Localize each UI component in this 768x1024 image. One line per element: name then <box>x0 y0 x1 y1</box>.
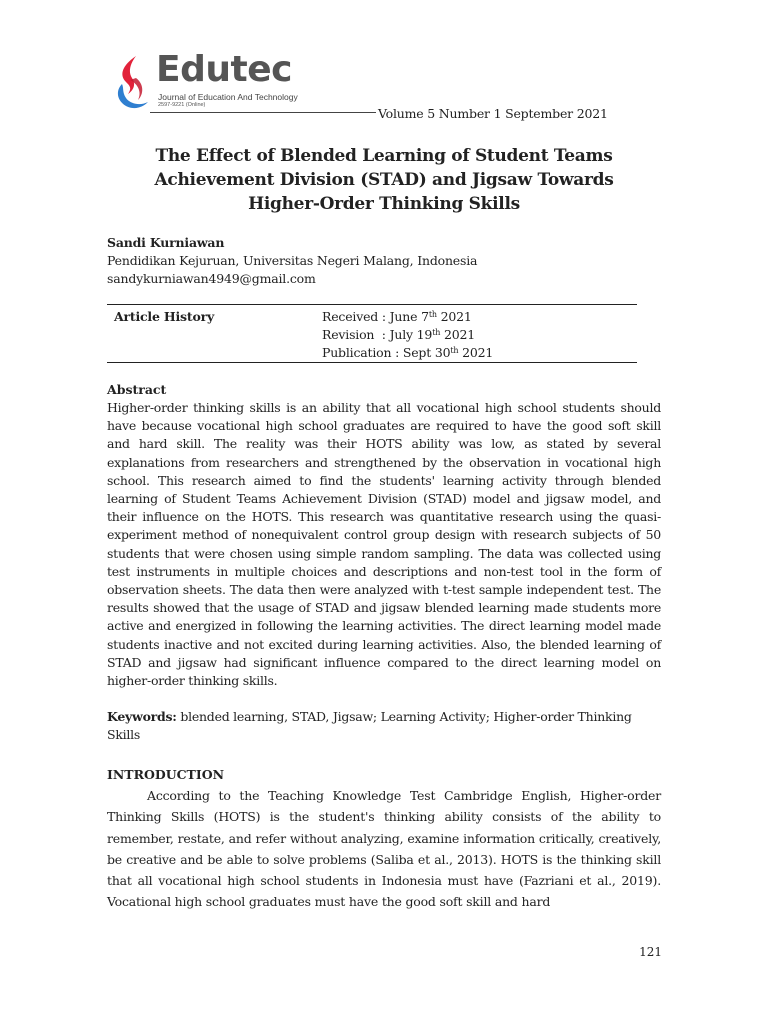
author-name: Sandi Kurniawan <box>107 235 225 250</box>
history-bottom-rule <box>107 362 637 363</box>
abstract-text: Higher-order thinking skills is an ability that all vocational high school students should have because vocational high school graduates are required to have the good soft skill and hard skill. The reality was their HOTS ability was low, as stated by several explanations from researchers and strengthened by the observation in vocational high school. This research aimed to find the students' learning activity through blended learning of Student Teams Achievement Division (STAD) model and jigsaw model, and their influence on the HOTS. This research was quantitative research using the quasi-experiment method of nonequivalent control group design with research subjects of 50 students that were chosen using simple random sampling. The data was collected using test instruments in multiple choices and descriptions and non-test tool in the form of observation sheets. The data then were analyzed with t-test sample independent test. The results showed that the usage of STAD and jigsaw blended learning made students more active and energized in following the learning activities. The direct learning model made students inactive and not excited during learning activities. Also, the blended learning of STAD and jigsaw had significant influence compared to the direct learning model on higher-order thinking skills. <box>107 400 661 689</box>
history-top-rule <box>107 304 637 305</box>
introduction-heading: INTRODUCTION <box>107 767 225 782</box>
author-affiliation: Pendidikan Kejuruan, Universitas Negeri Malang, Indonesia <box>107 253 478 268</box>
keywords <box>107 708 661 744</box>
publication-date: Publication : Sept 30th 2021 <box>322 345 494 360</box>
author-block <box>107 234 667 288</box>
introduction-text: According to the Teaching Knowledge Test Cambridge English, Higher-order Thinking Skills (HOTS) is the student's thinking ability consists of the ability to remember, restate, and refer without analyzing, examine information critically, creatively, be creative and be able to solve problems (Saliba et al., 2013). HOTS is the thinking skill that all vocational high school students in Indonesia must have (Fazriani et al., 2019). Vocational high school graduates must have the good soft skill and hard <box>107 788 661 910</box>
masthead-divider <box>150 112 376 113</box>
author-email[interactable]: sandykurniawan4949@gmail.com <box>107 271 316 286</box>
keywords-text: blended learning, STAD, Jigsaw; Learning Activity; Higher-order Thinking Skills <box>107 709 632 742</box>
journal-logo <box>112 49 312 116</box>
received-date: Received : June 7th 2021 <box>322 309 472 324</box>
journal-subtitle: Journal of Education And Technology <box>158 92 298 102</box>
article-history-label: Article History <box>114 309 215 324</box>
edutec-logo-icon <box>112 54 156 110</box>
keywords-label: Keywords: <box>107 709 177 724</box>
article-history-values <box>322 308 493 362</box>
journal-name: Edutec <box>156 49 292 90</box>
journal-issn: 2597-9221 (Online) <box>158 102 206 108</box>
abstract-heading: Abstract <box>107 382 167 397</box>
page-number: 121 <box>639 945 662 959</box>
volume-line: Volume 5 Number 1 September 2021 <box>378 106 608 121</box>
paper-title: The Effect of Blended Learning of Student Teams Achievement Division (STAD) and Jigsaw Towards Higher-Order Thinking Skills <box>154 146 614 214</box>
revision-date: Revision : July 19th 2021 <box>322 327 475 342</box>
